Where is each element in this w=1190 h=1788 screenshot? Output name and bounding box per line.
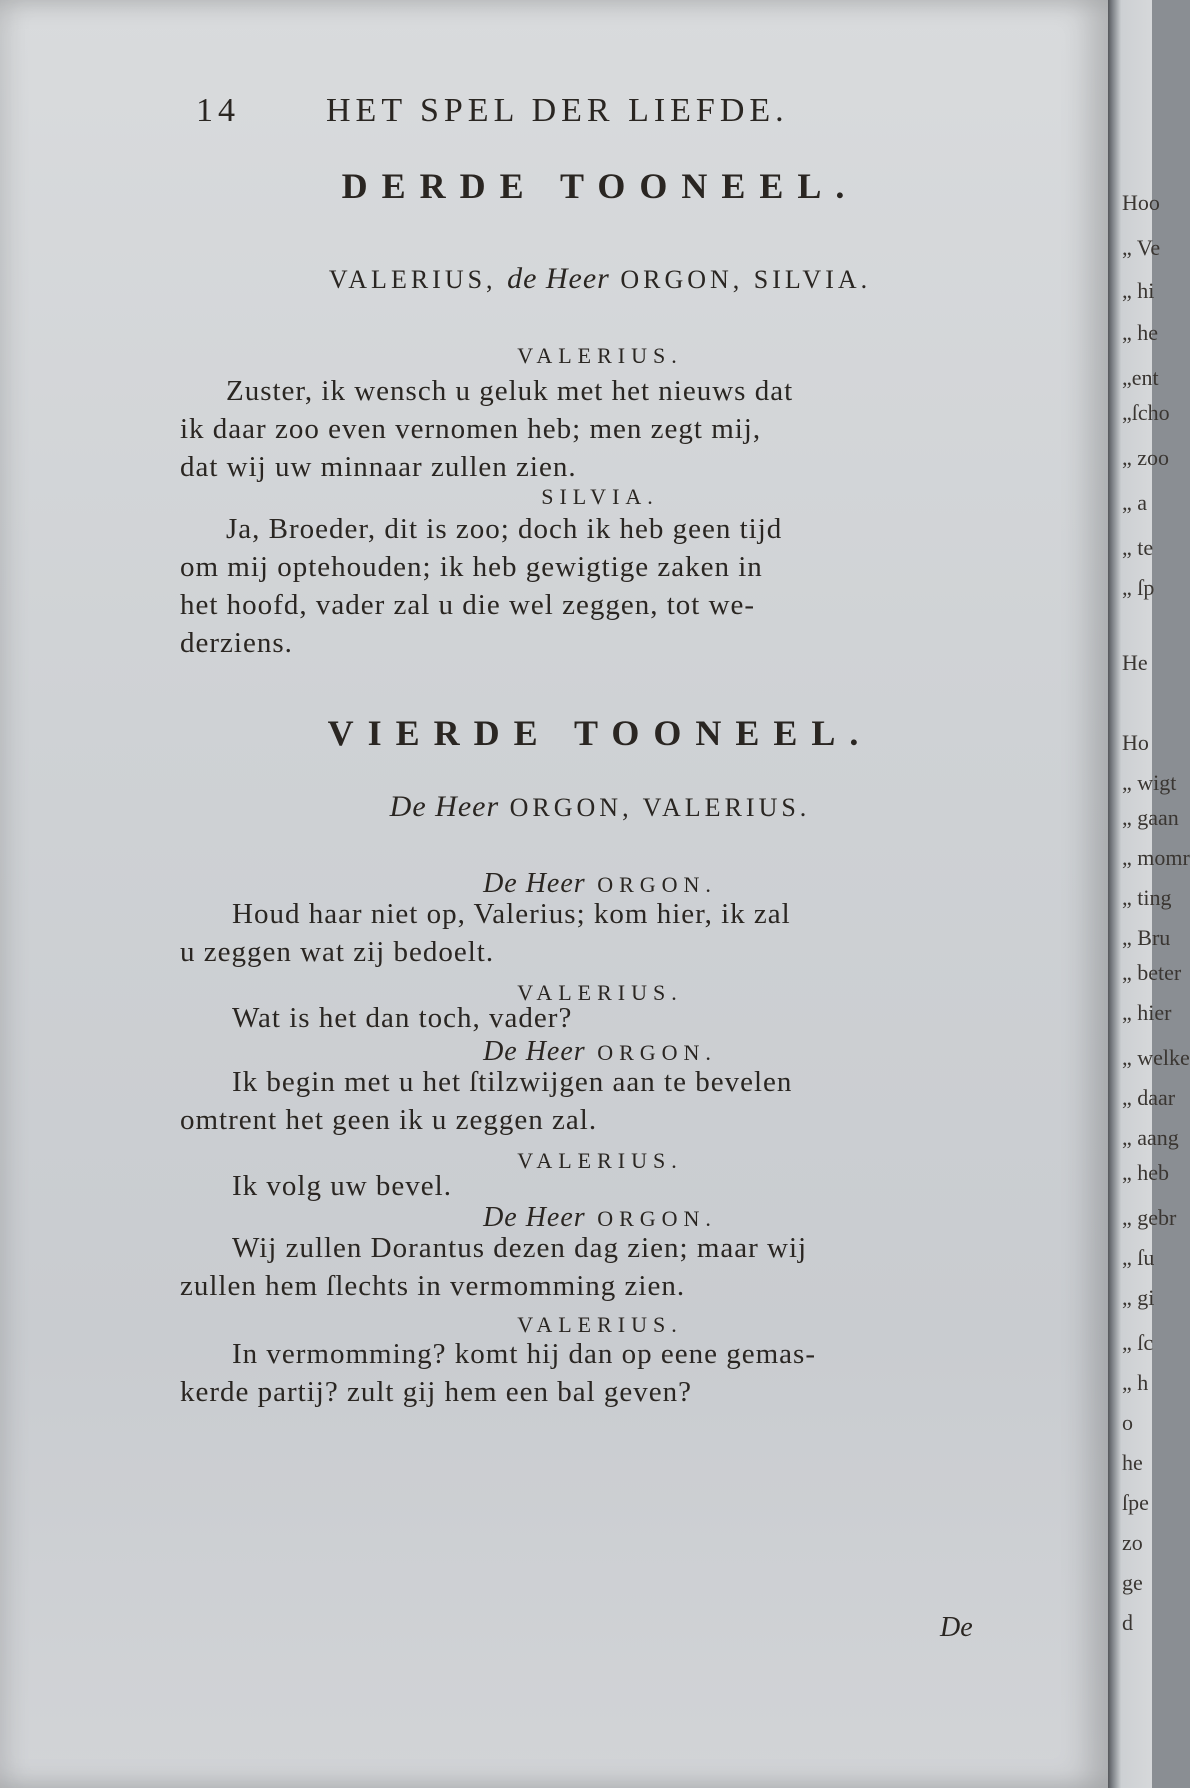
next-page-fragment: „ beter (1122, 960, 1182, 985)
next-page-fragment: „ ſu (1122, 1245, 1155, 1270)
speaker-label: De Heer ORGON. (483, 868, 717, 899)
speech-line: Ik volg uw bevel. (232, 1170, 452, 1202)
speech-line: ik daar zoo even vernomen heb; men zegt mij, (180, 413, 762, 445)
next-page-fragment: „ daar (1122, 1085, 1176, 1110)
speaker-label: VALERIUS. (517, 980, 683, 1005)
next-page-fragment: Ho (1122, 730, 1149, 755)
next-page-edge (1108, 0, 1190, 1788)
speech-line: Wat is het dan toch, vader? (232, 1002, 573, 1034)
scene3-cast: VALERIUS, de Heer ORGON, SILVIA. (328, 262, 872, 295)
scene4-cast: De Heer ORGON, VALERIUS. (389, 790, 811, 823)
next-page-fragment: o (1122, 1410, 1133, 1435)
next-page-fragment: ge (1122, 1570, 1143, 1595)
next-page-fragment: „ heb (1122, 1160, 1170, 1185)
speech-line: derziens. (180, 627, 293, 659)
speech-line: kerde partij? zult gij hem een bal geven? (180, 1376, 693, 1408)
next-page-fragment: „ ſc (1122, 1330, 1154, 1355)
scene-title-derde: DERDE TOONEEL. (341, 166, 859, 206)
speech-line: Zuster, ik wensch u geluk met het nieuws dat (226, 375, 794, 407)
next-page-fragment: zo (1122, 1530, 1143, 1555)
next-page-fragment: „ wigt (1122, 770, 1177, 795)
speech-line: dat wij uw minnaar zullen zien. (180, 451, 577, 483)
next-page-fragment: d (1122, 1610, 1133, 1635)
next-page-fragment: „ hi (1122, 278, 1155, 303)
next-page-fragment: „ aang (1122, 1125, 1179, 1150)
next-page-fragment: „ Ve (1122, 235, 1161, 260)
next-page-fragment: „ zoo (1122, 445, 1170, 470)
next-page-fragment: he (1122, 1450, 1143, 1475)
speaker-label: De Heer ORGON. (483, 1202, 717, 1233)
speaker-label: VALERIUS. (517, 343, 683, 368)
next-page-fragment: „ent (1122, 365, 1159, 390)
next-page-fragment: „ h (1122, 1370, 1149, 1395)
next-page-fragment: „ſcho (1122, 400, 1170, 425)
next-page-fragment: Hoo (1122, 190, 1160, 215)
speech-line: Ja, Broeder, dit is zoo; doch ik heb geen tijd (226, 513, 783, 545)
speech-line: omtrent het geen ik u zeggen zal. (180, 1104, 598, 1136)
next-page-fragment: „ gebr (1122, 1205, 1177, 1230)
next-page-fragment: ſpe (1122, 1490, 1149, 1515)
speaker-label: VALERIUS. (517, 1148, 683, 1173)
next-page-fragment: „ Bru (1122, 925, 1171, 950)
next-page-fragment: „ gi (1122, 1285, 1155, 1310)
speech-line: Wij zullen Dorantus dezen dag zien; maar wij (232, 1232, 808, 1264)
next-page-fragment: „ a (1122, 490, 1148, 515)
next-page-fragment: He (1122, 650, 1148, 675)
next-page-fragment: „ momr (1122, 845, 1190, 870)
speech-line: Houd haar niet op, Valerius; kom hier, ik zal (232, 898, 791, 930)
speech-line: u zeggen wat zij bedoelt. (180, 936, 495, 968)
speaker-label: SILVIA. (541, 484, 659, 509)
speech-line: zullen hem ſlechts in vermomming zien. (180, 1270, 686, 1302)
scene-title-vierde: VIERDE TOONEEL. (327, 713, 873, 753)
speaker-label: VALERIUS. (517, 1312, 683, 1337)
running-title: HET SPEL DER LIEFDE. (326, 92, 789, 129)
catchword: De (940, 1612, 973, 1643)
next-page-fragment: „ gaan (1122, 805, 1179, 830)
next-page-fragment: „ welke (1122, 1045, 1190, 1070)
next-page-fragment: „ ſp (1122, 575, 1155, 600)
next-page-fragment: „ ting (1122, 885, 1172, 910)
speech-line: In vermomming? komt hij dan op eene gemas- (232, 1338, 816, 1370)
next-page-fragment: „ te (1122, 535, 1154, 560)
next-page-fragment: „ he (1122, 320, 1159, 345)
speech-line: Ik begin met u het ſtilzwijgen aan te bevelen (232, 1066, 793, 1098)
speech-line: om mij optehouden; ik heb gewigtige zaken in (180, 551, 763, 583)
page-number: 14 (196, 92, 240, 129)
speech-line: het hoofd, vader zal u die wel zeggen, tot we- (180, 589, 756, 621)
speaker-label: De Heer ORGON. (483, 1036, 717, 1067)
next-page-fragment: „ hier (1122, 1000, 1172, 1025)
